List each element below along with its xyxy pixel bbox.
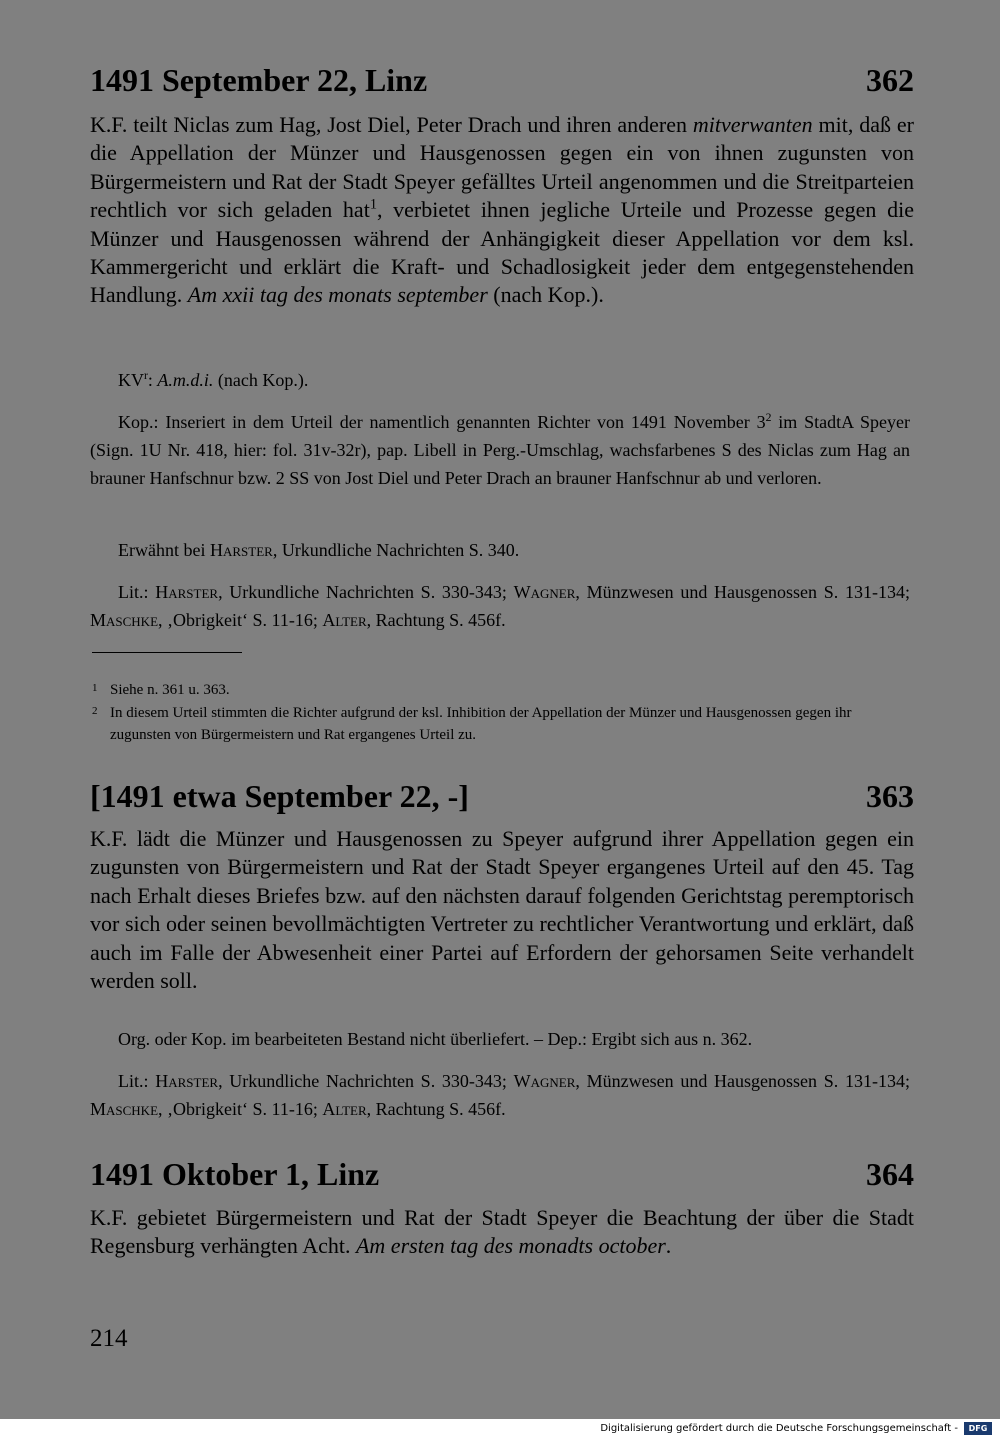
org-text: Org. oder Kop. im bearbeiteten Bestand nicht überliefert. – Dep.: Ergibt sich aus n. 362. [118, 1029, 753, 1049]
digitization-credit-bar [0, 1419, 1000, 1439]
kv-line [90, 366, 910, 394]
footnote-number: 1 [92, 682, 98, 694]
footnote-number: 2 [92, 705, 98, 717]
footnote-text: Siehe n. 361 u. 363. [110, 682, 230, 698]
entry-title: 1491 Oktober 1, Linz [90, 1156, 380, 1192]
entry-heading [90, 1156, 914, 1192]
footnote-text: In diesem Urteil stimmten die Richter aufgrund der ksl. Inhibition der Appellation der Münzer und Hausgenossen gegen ihr zugunsten von Bürgermeistern und Rat ergangenes Urteil zu. [110, 705, 852, 743]
entry-title: 1491 September 22, Linz [90, 62, 428, 98]
lit-text: , Rachtung S. 456f. [366, 1099, 506, 1119]
kv-label: KV [118, 370, 144, 390]
regest-text: (nach Kop.). [487, 282, 604, 308]
author-name: Wagner [513, 1071, 576, 1091]
lit-text: , Münzwesen und Hausgenossen S. 131-134; [575, 582, 910, 602]
lit-text: , Urkundliche Nachrichten S. 330-343; [218, 582, 514, 602]
org-note [90, 1025, 910, 1053]
entry-heading [90, 62, 914, 98]
page-number: 214 [90, 1325, 128, 1352]
author-name: Alter [322, 610, 367, 630]
kv-abbrev: A.m.d.i. [157, 370, 214, 390]
erw-text: , Urkundliche Nachrichten S. 340. [272, 540, 520, 560]
entry-regest [90, 825, 914, 995]
author-name: Harster [155, 582, 219, 602]
entry-number: 363 [866, 778, 914, 814]
kop-note [90, 408, 910, 492]
lit-text: , Urkundliche Nachrichten S. 330-343; [218, 1071, 514, 1091]
entry-number: 364 [866, 1156, 914, 1192]
footnote-ref: 2 [765, 411, 772, 424]
regest-text: . [665, 1233, 672, 1259]
author-name: Harster [155, 1071, 219, 1091]
footnote [92, 679, 912, 701]
erwaehnt-note [90, 536, 910, 564]
entry-regest [90, 111, 914, 310]
entry-heading [90, 778, 914, 814]
erw-text: Erwähnt bei [118, 540, 210, 560]
entry-number: 362 [866, 62, 914, 98]
author-name: Wagner [513, 582, 576, 602]
lit-text: , Münzwesen und Hausgenossen S. 131-134; [575, 1071, 910, 1091]
literature-note [90, 1067, 910, 1123]
entry-title: [1491 etwa September 22, -] [90, 778, 469, 814]
regest-text: , verbietet ihnen jegliche Urteile und Prozesse gegen die Münzer und Hausgenossen während der Anhängigkeit dieser Appellation vor dem ksl. Kammergericht und erklärt die Kraft- und Schadlosigkeit jeder dem entgegenstehenden Handlung. [90, 197, 914, 308]
footnote-divider [92, 652, 242, 653]
regest-text: mit, daß er die Appellation der Münzer und Hausgenossen gegen ein von ihnen zugunsten von Bürgermeistern und Rat der Stadt Speyer gefälltes Urteil angenommen und die Streitparteien rechtlich vor sich geladen hat [90, 112, 914, 223]
regest-date-quote: Am xxii tag des monats september [187, 282, 488, 308]
dfg-logo: DFG [964, 1422, 992, 1435]
lit-text: Lit.: [118, 1071, 156, 1091]
literature-note [90, 578, 910, 634]
kv-colon: : [147, 370, 158, 390]
lit-text: , ‚Obrigkeit‘ S. 11-16; [158, 610, 323, 630]
author-name: Alter [322, 1099, 367, 1119]
regest-quote: mitverwanten [692, 112, 813, 137]
credit-text: Digitalisierung gefördert durch die Deutsche Forschungsgemeinschaft - [600, 1423, 958, 1434]
lit-text: , Rachtung S. 456f. [366, 610, 506, 630]
lit-text: , ‚Obrigkeit‘ S. 11-16; [158, 1099, 323, 1119]
kop-text: Kop.: Inseriert in dem Urteil der namentlich genannten Richter von 1491 November 3 [118, 412, 766, 432]
lit-text: Lit.: [118, 582, 156, 602]
footnote [92, 702, 912, 746]
entry-regest [90, 1204, 914, 1261]
author-name: Harster [209, 540, 273, 560]
regest-text: K.F. lädt die Münzer und Hausgenossen zu Speyer aufgrund ihrer Appellation gegen ein zugunsten von Bürgermeistern und Rat der Stadt Speyer ergangenes Urteil auf den 45. Tag nach Erhalt dieses Briefes bzw. auf den nächsten darauf folgenden Gerichtstag peremptorisch vor sich oder seinen bevollmächtigten Vertreter zu rechtlicher Verantwortung und erklärt, daß auch im Falle der Abwesenheit einer Partei auf Erfordern der gehorsamen Seite verhandelt werden soll. [90, 826, 914, 994]
kv-sup: r [144, 369, 148, 382]
author-name: Maschke [90, 610, 159, 630]
regest-date-quote: Am ersten tag des monadts october [355, 1233, 666, 1259]
footnote-ref: 1 [369, 196, 377, 213]
regest-text: K.F. gebietet Bürgermeistern und Rat der Stadt Speyer die Beachtung der über die Stadt Regensburg verhängten Acht. [90, 1205, 914, 1259]
kop-text: im StadtA Speyer (Sign. 1U Nr. 418, hier: fol. 31v-32r), pap. Libell in Perg.-Umschlag, wachsfarbenes S des Niclas zum Hag an brauner Hanfschnur bzw. 2 SS von Jost Diel und Peter Drach an brauner Hanfschnur ab und verloren. [90, 412, 910, 488]
regest-text: K.F. teilt Niclas zum Hag, Jost Diel, Peter Drach und ihren anderen [90, 112, 693, 137]
author-name: Maschke [90, 1099, 159, 1119]
kv-text: (nach Kop.). [213, 370, 309, 390]
